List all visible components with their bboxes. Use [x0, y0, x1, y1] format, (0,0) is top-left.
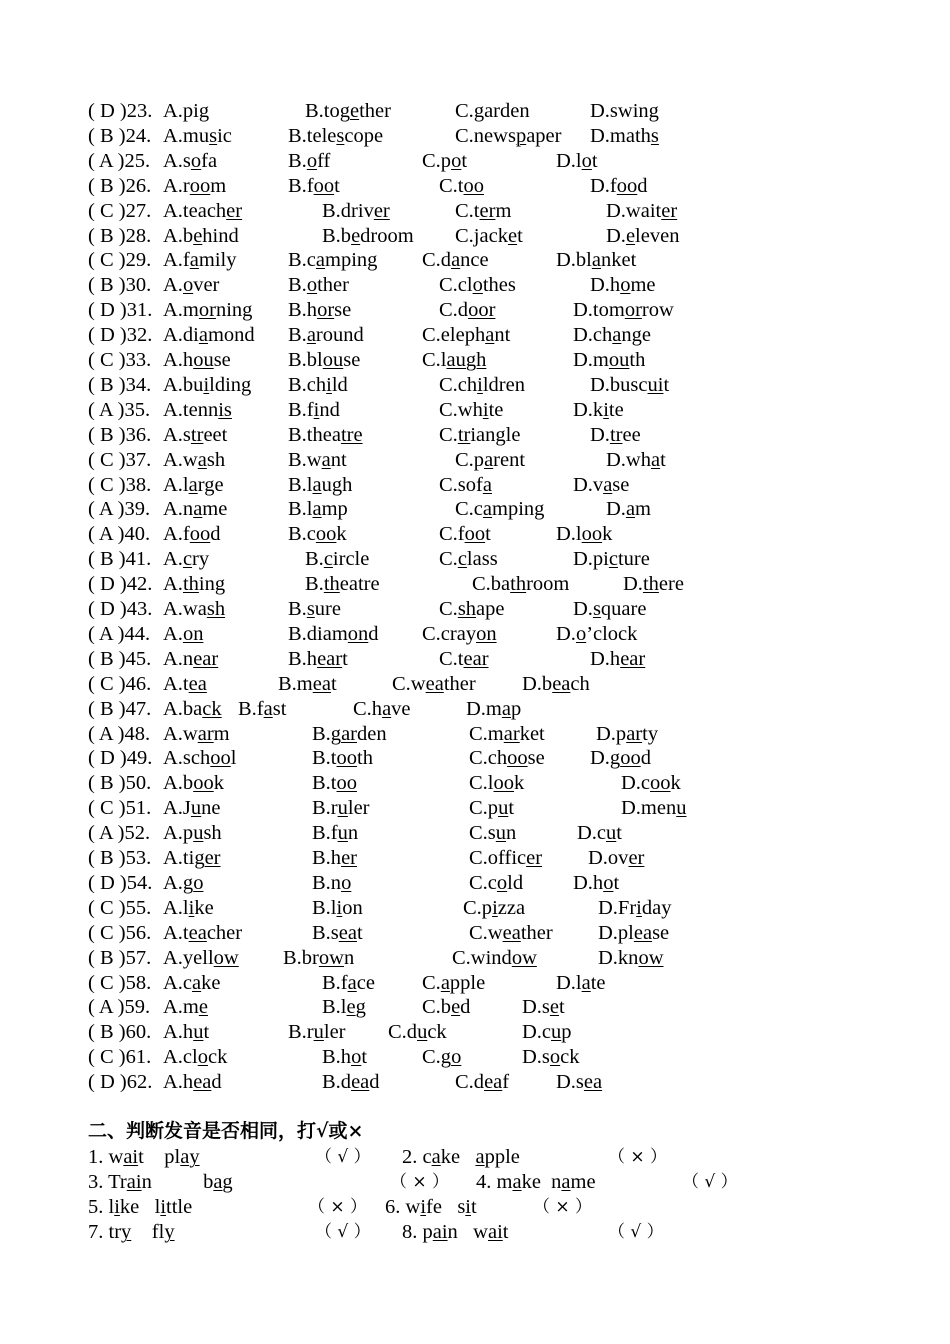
- judge-mark: （ √ ）: [608, 1222, 664, 1242]
- answer-and-number: ( B )45.: [88, 647, 152, 670]
- option-d: D.swing: [590, 100, 659, 122]
- option-b: B.theatre: [305, 573, 380, 596]
- judge-mark: （ × ）: [308, 1197, 368, 1217]
- option-b: B.driver: [322, 199, 390, 222]
- option-c: C.garden: [455, 100, 530, 122]
- answer-and-number: ( D )31.: [88, 299, 153, 322]
- option-b: B.ruler: [288, 1021, 346, 1044]
- option-b: B.too: [312, 772, 357, 795]
- option-a: A.hut: [163, 1021, 210, 1044]
- question-row: [88, 473, 928, 498]
- option-b: B.fun: [312, 822, 359, 845]
- question-row: [88, 1020, 928, 1045]
- answer-and-number: ( C )56.: [88, 921, 152, 944]
- option-a: A.cry: [163, 548, 210, 571]
- option-a: A.teacher: [163, 199, 243, 222]
- option-b: B.find: [288, 398, 340, 421]
- judge-item: [88, 1220, 448, 1245]
- option-a: A.head: [163, 1071, 222, 1094]
- question-row: [88, 199, 928, 224]
- question-row: [88, 672, 928, 697]
- option-c: C.shape: [439, 598, 505, 620]
- answer-and-number: ( C )38.: [88, 473, 152, 496]
- answer-and-number: ( A )39.: [88, 498, 151, 521]
- answer-and-number: ( C )58.: [88, 971, 152, 994]
- option-b: B.no: [312, 871, 352, 894]
- answer-and-number: ( A )48.: [88, 722, 151, 745]
- answer-and-number: ( D )49.: [88, 747, 153, 770]
- judge-mark: （ √ ）: [315, 1147, 371, 1167]
- option-c: C.bathroom: [472, 573, 570, 596]
- question-row: [88, 1070, 928, 1095]
- judge-mark: （ √ ）: [315, 1222, 371, 1242]
- option-c: C.go: [422, 1046, 462, 1069]
- judge-words: 3. Train bag: [88, 1171, 233, 1193]
- answer-and-number: ( A )44.: [88, 622, 151, 645]
- option-b: B.child: [288, 373, 348, 396]
- answer-and-number: ( D )43.: [88, 598, 153, 620]
- option-c: C.pizza: [463, 896, 526, 919]
- option-b: B.camping: [288, 249, 378, 272]
- option-c: C.jacket: [455, 224, 523, 247]
- option-c: C.elephant: [422, 324, 511, 347]
- question-row: [88, 248, 928, 273]
- option-c: C.choose: [469, 747, 545, 770]
- option-c: C.white: [439, 398, 504, 421]
- question-row: [88, 697, 928, 722]
- option-c: C.children: [439, 373, 525, 396]
- option-d: D.blanket: [556, 249, 637, 272]
- question-row: [88, 572, 928, 597]
- option-d: D.Friday: [598, 896, 672, 919]
- option-d: D.beach: [522, 672, 590, 695]
- question-row: [88, 298, 928, 323]
- question-row: [88, 821, 928, 846]
- option-d: D.over: [588, 847, 645, 869]
- option-d: D.tomorrow: [573, 299, 674, 322]
- option-c: C.look: [469, 772, 525, 795]
- option-c: C.cold: [469, 871, 524, 894]
- option-a: A.large: [163, 473, 224, 496]
- question-row: [88, 796, 928, 821]
- answer-and-number: ( C )51.: [88, 797, 152, 820]
- option-a: A.house: [163, 349, 231, 371]
- option-d: D.good: [590, 747, 651, 770]
- question-row: [88, 423, 928, 448]
- option-d: D.hot: [573, 871, 620, 894]
- option-b: B.tooth: [312, 747, 373, 770]
- question-row: [88, 323, 928, 348]
- answer-and-number: ( A )59.: [88, 996, 151, 1019]
- option-b: B.around: [288, 324, 364, 347]
- option-a: A.clock: [163, 1046, 228, 1069]
- answer-and-number: ( B )50.: [88, 772, 152, 795]
- option-d: D.tree: [590, 423, 641, 446]
- option-a: A.pig: [163, 100, 210, 122]
- option-d: D.buscuit: [590, 373, 670, 396]
- option-c: C.officer: [469, 847, 543, 869]
- option-d: D.late: [556, 971, 606, 994]
- answer-and-number: ( A )52.: [88, 822, 151, 845]
- answer-and-number: ( B )28.: [88, 224, 152, 247]
- option-b: B.dead: [322, 1071, 380, 1094]
- option-d: D.home: [590, 274, 656, 297]
- option-d: D.vase: [573, 473, 630, 496]
- option-c: C.pot: [422, 149, 468, 172]
- option-c: C.bed: [422, 996, 471, 1019]
- answer-and-number: ( B )36.: [88, 423, 152, 446]
- option-c: C.too: [439, 174, 484, 197]
- answer-and-number: ( B )41.: [88, 548, 152, 571]
- option-d: D.cut: [577, 822, 622, 845]
- question-row: [88, 224, 928, 249]
- judge-mark: （ × ）: [608, 1147, 668, 1167]
- option-a: A.name: [163, 498, 228, 521]
- option-b: B.fast: [238, 697, 287, 720]
- answer-and-number: ( B )24.: [88, 124, 152, 147]
- question-row: [88, 373, 928, 398]
- option-a: A.thing: [163, 573, 226, 596]
- option-b: B.heart: [288, 647, 348, 670]
- judge-item: [476, 1170, 836, 1195]
- question-row: [88, 946, 928, 971]
- option-d: D.please: [598, 921, 670, 944]
- option-b: B.circle: [305, 548, 370, 571]
- option-c: C.duck: [388, 1021, 447, 1044]
- option-b: B.her: [312, 847, 357, 869]
- option-c: C.dance: [422, 249, 489, 272]
- question-row: [88, 971, 928, 996]
- question-row: [88, 622, 928, 647]
- option-d: D.what: [606, 448, 666, 471]
- option-b: B.lion: [312, 896, 363, 919]
- answer-and-number: ( D )23.: [88, 100, 153, 122]
- question-row: [88, 99, 928, 124]
- option-c: C.market: [469, 722, 545, 745]
- option-c: C.sofa: [439, 473, 492, 496]
- option-a: A.tea: [163, 672, 207, 695]
- option-d: D.o’clock: [556, 622, 638, 645]
- judge-words: 5. like little: [88, 1196, 193, 1218]
- option-d: D.cook: [621, 772, 681, 795]
- question-row: [88, 448, 928, 473]
- option-a: A.go: [163, 871, 204, 894]
- option-c: C.weather: [469, 921, 553, 944]
- option-d: D.party: [596, 722, 659, 745]
- question-row: [88, 771, 928, 796]
- option-d: D.mouth: [573, 349, 646, 371]
- option-d: D.eleven: [606, 224, 680, 247]
- option-d: D.know: [598, 946, 664, 969]
- option-b: B.laugh: [288, 473, 353, 496]
- option-a: A.on: [163, 622, 204, 645]
- judge-item: [402, 1220, 762, 1245]
- option-d: D.am: [606, 498, 651, 521]
- option-c: C.have: [353, 697, 411, 720]
- answer-and-number: ( C )61.: [88, 1046, 152, 1069]
- answer-and-number: ( B )57.: [88, 946, 152, 969]
- question-row: [88, 273, 928, 298]
- question-row: [88, 497, 928, 522]
- judge-item: [88, 1170, 448, 1195]
- answer-and-number: ( B )30.: [88, 274, 152, 297]
- question-row: [88, 348, 928, 373]
- option-b: B.bedroom: [322, 224, 414, 247]
- option-d: D.lot: [556, 149, 598, 172]
- option-a: A.push: [163, 822, 222, 845]
- option-a: A.near: [163, 647, 219, 670]
- judge-words: 8. pain wait: [402, 1221, 509, 1243]
- option-c: C.parent: [455, 448, 526, 471]
- option-a: A.over: [163, 274, 220, 297]
- judge-mark: （ × ）: [390, 1172, 450, 1192]
- option-a: A.behind: [163, 224, 239, 247]
- option-c: C.foot: [439, 523, 491, 546]
- answer-and-number: ( D )62.: [88, 1071, 153, 1094]
- option-a: A.book: [163, 772, 224, 795]
- question-row: [88, 597, 928, 622]
- answer-and-number: ( C )46.: [88, 672, 152, 695]
- answer-and-number: ( A )25.: [88, 149, 151, 172]
- option-d: D.kite: [573, 398, 624, 421]
- answer-and-number: ( D )32.: [88, 324, 153, 347]
- option-a: A.music: [163, 124, 232, 147]
- answer-and-number: ( D )42.: [88, 573, 153, 596]
- option-d: D.waiter: [606, 199, 678, 222]
- question-row: [88, 522, 928, 547]
- option-a: A.yellow: [163, 946, 239, 969]
- option-b: B.blouse: [288, 349, 361, 371]
- option-a: A.back: [163, 697, 222, 720]
- option-a: A.wash: [163, 598, 226, 620]
- answer-and-number: ( D )54.: [88, 871, 153, 894]
- option-b: B.face: [322, 971, 375, 994]
- option-b: B.sure: [288, 598, 341, 620]
- question-row: [88, 547, 928, 572]
- option-a: A.cake: [163, 971, 221, 994]
- option-d: D.menu: [621, 797, 687, 820]
- option-b: B.together: [305, 100, 391, 122]
- option-b: B.horse: [288, 299, 352, 322]
- option-b: B.off: [288, 149, 331, 172]
- question-row: [88, 722, 928, 747]
- option-a: A.street: [163, 423, 228, 446]
- option-a: A.warm: [163, 722, 230, 745]
- option-b: B.theatre: [288, 423, 363, 446]
- option-b: B.garden: [312, 722, 387, 745]
- option-a: A.like: [163, 896, 214, 919]
- option-b: B.want: [288, 448, 347, 471]
- judge-words: 7. try fly: [88, 1221, 175, 1243]
- option-b: B.hot: [322, 1046, 368, 1069]
- judge-words: 2. cake apple: [402, 1146, 520, 1168]
- option-b: B.telescope: [288, 124, 384, 147]
- option-c: C.term: [455, 199, 512, 222]
- question-row: [88, 846, 928, 871]
- option-a: A.wash: [163, 448, 226, 471]
- answer-and-number: ( C )37.: [88, 448, 152, 471]
- option-d: D.look: [556, 523, 613, 546]
- judge-words: 4. make name: [476, 1171, 596, 1193]
- option-b: B.seat: [312, 921, 363, 944]
- option-b: B.other: [288, 274, 349, 297]
- option-c: C.newspaper: [455, 124, 562, 147]
- judge-mark: （ √ ）: [682, 1172, 738, 1192]
- option-c: C.apple: [422, 971, 486, 994]
- question-row: [88, 995, 928, 1020]
- option-d: D.cup: [522, 1021, 572, 1044]
- option-c: C.weather: [392, 672, 476, 695]
- option-a: A.school: [163, 747, 237, 770]
- option-a: A.building: [163, 373, 252, 396]
- judge-mark: （ × ）: [533, 1197, 593, 1217]
- question-row: [88, 1045, 928, 1070]
- option-b: B.cook: [288, 523, 347, 546]
- option-b: B.leg: [322, 996, 366, 1019]
- judge-words: 1. wait play: [88, 1146, 200, 1168]
- option-c: C.laugh: [422, 349, 487, 371]
- option-b: B.meat: [278, 672, 337, 695]
- option-d: D.there: [623, 573, 684, 596]
- judge-words: 6. wife sit: [385, 1196, 477, 1218]
- answer-and-number: ( B )26.: [88, 174, 152, 197]
- answer-and-number: ( B )53.: [88, 847, 152, 869]
- option-d: D.sea: [556, 1071, 603, 1094]
- option-d: D.sock: [522, 1046, 580, 1069]
- option-c: C.window: [452, 946, 537, 969]
- option-c: C.clothes: [439, 274, 516, 297]
- option-a: A.tennis: [163, 398, 232, 421]
- question-row: [88, 896, 928, 921]
- option-a: A.family: [163, 249, 237, 272]
- answer-and-number: ( A )35.: [88, 398, 151, 421]
- judge-item: [88, 1145, 448, 1170]
- question-row: [88, 398, 928, 423]
- option-c: C.sun: [469, 822, 517, 845]
- question-row: [88, 647, 928, 672]
- option-b: B.lamp: [288, 498, 348, 521]
- answer-and-number: ( B )60.: [88, 1021, 152, 1044]
- option-d: D.square: [573, 598, 647, 620]
- option-b: B.brown: [283, 946, 355, 969]
- question-row: [88, 149, 928, 174]
- question-row: [88, 174, 928, 199]
- option-a: A.room: [163, 174, 227, 197]
- option-c: C.camping: [455, 498, 545, 521]
- answer-and-number: ( C )33.: [88, 349, 152, 371]
- question-row: [88, 746, 928, 771]
- option-a: A.tiger: [163, 847, 221, 869]
- judge-item: [402, 1145, 762, 1170]
- option-a: A.me: [163, 996, 208, 1019]
- option-c: C.crayon: [422, 622, 497, 645]
- option-a: A.June: [163, 797, 221, 820]
- answer-and-number: ( C )55.: [88, 896, 152, 919]
- option-c: C.deaf: [455, 1071, 510, 1094]
- option-b: B.ruler: [312, 797, 370, 820]
- option-c: C.triangle: [439, 423, 521, 446]
- option-a: A.diamond: [163, 324, 255, 347]
- option-c: C.tear: [439, 647, 489, 670]
- answer-and-number: ( C )29.: [88, 249, 152, 272]
- option-c: C.put: [469, 797, 515, 820]
- option-c: C.class: [439, 548, 498, 571]
- option-a: A.teacher: [163, 921, 243, 944]
- option-d: D.maths: [590, 124, 659, 147]
- question-row: [88, 124, 928, 149]
- option-d: D.map: [466, 697, 522, 720]
- option-b: B.diamond: [288, 622, 379, 645]
- answer-and-number: ( B )47.: [88, 697, 152, 720]
- answer-and-number: ( B )34.: [88, 373, 152, 396]
- option-d: D.hear: [590, 647, 646, 670]
- section-title: 二、判断发音是否相同，打√或×: [88, 1120, 364, 1142]
- question-row: [88, 921, 928, 946]
- option-a: A.food: [163, 523, 221, 546]
- question-row: [88, 871, 928, 896]
- answer-and-number: ( C )27.: [88, 199, 152, 222]
- option-d: D.food: [590, 174, 648, 197]
- option-b: B.foot: [288, 174, 340, 197]
- option-a: A.sofa: [163, 149, 218, 172]
- option-c: C.door: [439, 299, 496, 322]
- answer-and-number: ( A )40.: [88, 523, 151, 546]
- judge-item: [385, 1195, 745, 1220]
- option-d: D.picture: [573, 548, 650, 571]
- option-a: A.morning: [163, 299, 253, 322]
- option-d: D.change: [573, 324, 651, 347]
- option-d: D.set: [522, 996, 565, 1019]
